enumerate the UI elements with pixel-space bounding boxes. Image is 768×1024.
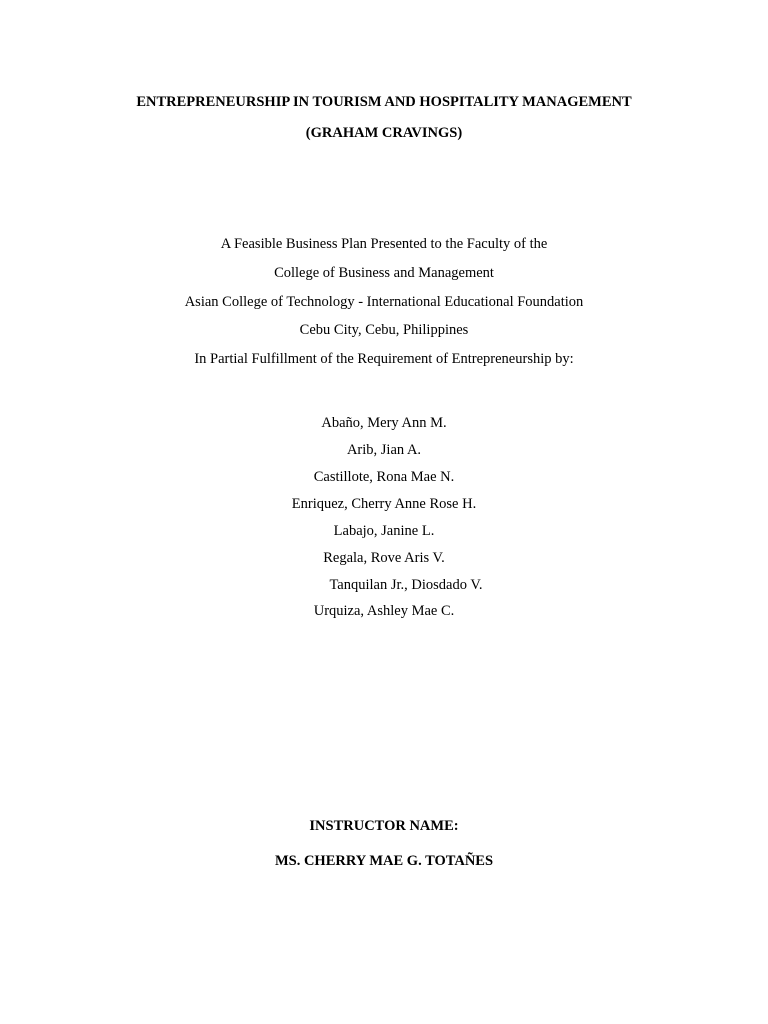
presentation-line: College of Business and Management — [274, 265, 494, 281]
author-name: Abaño, Mery Ann M. — [321, 415, 447, 431]
author-name: Urquiza, Ashley Mae C. — [313, 603, 455, 619]
presentation-line: A Feasible Business Plan Presented to the Faculty of the — [220, 236, 548, 252]
document-title: ENTREPRENEURSHIP IN TOURISM AND HOSPITALITY MANAGEMENT — [136, 94, 632, 110]
author-name: Labajo, Janine L. — [333, 523, 435, 539]
author-name: Regala, Rove Aris V. — [323, 550, 445, 566]
author-name: Castillote, Rona Mae N. — [313, 469, 455, 485]
document-subtitle: (GRAHAM CRAVINGS) — [305, 125, 463, 141]
author-name: Tanquilan Jr., Diosdado V. — [329, 577, 483, 593]
author-name: Enriquez, Cherry Anne Rose H. — [291, 496, 477, 512]
instructor-name: MS. CHERRY MAE G. TOTAÑES — [274, 853, 494, 869]
presentation-line: Asian College of Technology - International Educational Foundation — [184, 294, 584, 310]
presentation-line: Cebu City, Cebu, Philippines — [299, 322, 469, 338]
instructor-label: INSTRUCTOR NAME: — [309, 818, 459, 834]
author-name: Arib, Jian A. — [346, 442, 422, 458]
presentation-line: In Partial Fulfillment of the Requirement of Entrepreneurship by: — [194, 351, 574, 367]
